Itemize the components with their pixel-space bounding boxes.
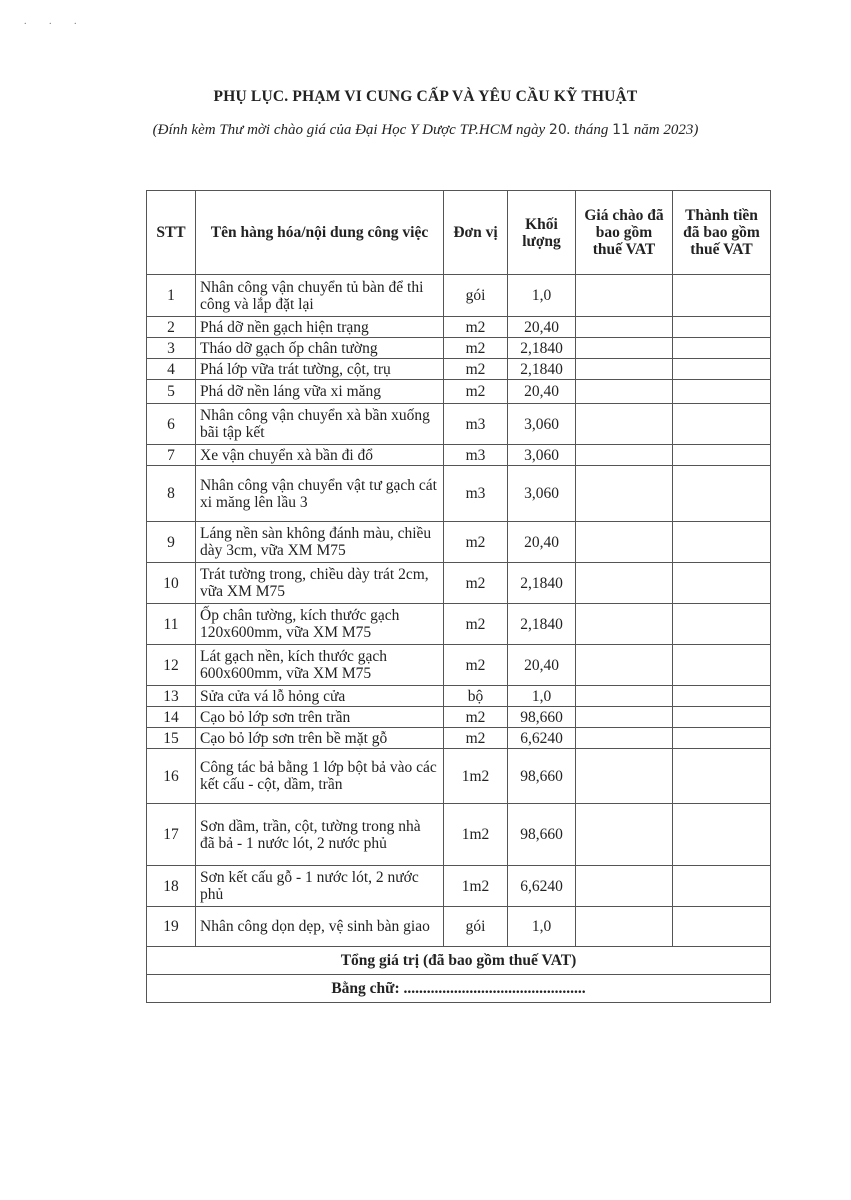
row-total (673, 380, 771, 404)
table-row (147, 686, 771, 707)
row-qty: 1,0 (508, 686, 576, 707)
table-row (147, 275, 771, 317)
row-qty: 3,060 (508, 445, 576, 466)
row-price (576, 563, 673, 604)
row-unit: m2 (444, 359, 508, 380)
row-price (576, 275, 673, 317)
table-row (147, 707, 771, 728)
row-qty: 2,1840 (508, 604, 576, 645)
row-unit: m3 (444, 445, 508, 466)
table-row (147, 359, 771, 380)
total-row (147, 947, 771, 975)
row-unit: m2 (444, 522, 508, 563)
row-total (673, 749, 771, 804)
table-row (147, 563, 771, 604)
table-row (147, 749, 771, 804)
row-unit: 1m2 (444, 866, 508, 907)
table-row (147, 338, 771, 359)
col-header-stt: STT (147, 191, 196, 275)
row-total (673, 445, 771, 466)
row-unit: m2 (444, 707, 508, 728)
row-price (576, 445, 673, 466)
row-price (576, 907, 673, 947)
scan-dots: . . . (24, 16, 87, 27)
row-unit: m2 (444, 317, 508, 338)
row-stt: 17 (147, 804, 196, 866)
row-total (673, 404, 771, 445)
row-price (576, 645, 673, 686)
row-name: Trát tường trong, chiều dày trát 2cm, vữa XM M75 (196, 563, 444, 604)
row-stt: 1 (147, 275, 196, 317)
row-name: Nhân công vận chuyển xà bần xuống bãi tập kết (196, 404, 444, 445)
row-qty: 1,0 (508, 907, 576, 947)
handwritten-month: 11 (612, 122, 630, 138)
row-qty: 6,6240 (508, 866, 576, 907)
row-total (673, 522, 771, 563)
row-qty: 20,40 (508, 380, 576, 404)
subtitle-year: năm 2023) (633, 122, 699, 138)
row-unit: m2 (444, 380, 508, 404)
row-stt: 15 (147, 728, 196, 749)
row-total (673, 275, 771, 317)
row-stt: 19 (147, 907, 196, 947)
row-stt: 10 (147, 563, 196, 604)
col-header-name: Tên hàng hóa/nội dung công việc (196, 191, 444, 275)
row-total (673, 563, 771, 604)
row-unit: m3 (444, 466, 508, 522)
row-name: Tháo dỡ gạch ốp chân tường (196, 338, 444, 359)
row-total (673, 728, 771, 749)
row-total (673, 338, 771, 359)
row-unit: m2 (444, 338, 508, 359)
row-qty: 6,6240 (508, 728, 576, 749)
row-stt: 6 (147, 404, 196, 445)
row-unit: gói (444, 275, 508, 317)
row-unit: m2 (444, 728, 508, 749)
row-unit: bộ (444, 686, 508, 707)
table-row (147, 728, 771, 749)
row-qty: 98,660 (508, 804, 576, 866)
table-row (147, 907, 771, 947)
row-qty: 2,1840 (508, 359, 576, 380)
row-name: Lát gạch nền, kích thước gạch 600x600mm, vữa XM M75 (196, 645, 444, 686)
row-price (576, 466, 673, 522)
row-price (576, 804, 673, 866)
row-name: Nhân công dọn dẹp, vệ sinh bàn giao (196, 907, 444, 947)
row-price (576, 404, 673, 445)
row-price (576, 380, 673, 404)
row-stt: 9 (147, 522, 196, 563)
row-name: Nhân công vận chuyển tủ bàn để thi công và lắp đặt lại (196, 275, 444, 317)
row-name: Cạo bỏ lớp sơn trên bề mặt gỗ (196, 728, 444, 749)
row-stt: 13 (147, 686, 196, 707)
row-price (576, 317, 673, 338)
row-unit: gói (444, 907, 508, 947)
row-stt: 14 (147, 707, 196, 728)
col-header-unit: Đơn vị (444, 191, 508, 275)
row-qty: 2,1840 (508, 563, 576, 604)
row-stt: 18 (147, 866, 196, 907)
handwritten-day: 20 (548, 122, 567, 138)
row-price (576, 866, 673, 907)
row-unit: m2 (444, 645, 508, 686)
row-name: Phá lớp vữa trát tường, cột, trụ (196, 359, 444, 380)
row-name: Cạo bỏ lớp sơn trên trần (196, 707, 444, 728)
words-label: Bằng chữ: ............................................... (147, 975, 771, 1003)
table-row (147, 522, 771, 563)
table-row (147, 317, 771, 338)
table-header-row (147, 191, 771, 275)
table-row (147, 380, 771, 404)
row-stt: 5 (147, 380, 196, 404)
row-total (673, 645, 771, 686)
row-qty: 3,060 (508, 404, 576, 445)
row-stt: 4 (147, 359, 196, 380)
row-price (576, 686, 673, 707)
row-unit: m2 (444, 563, 508, 604)
row-unit: 1m2 (444, 804, 508, 866)
row-total (673, 359, 771, 380)
row-unit: m3 (444, 404, 508, 445)
scope-table (146, 190, 771, 1003)
row-price (576, 728, 673, 749)
row-name: Ốp chân tường, kích thước gạch 120x600mm, vữa XM M75 (196, 604, 444, 645)
row-qty: 20,40 (508, 317, 576, 338)
row-name: Láng nền sàn không đánh màu, chiều dày 3cm, vữa XM M75 (196, 522, 444, 563)
row-name: Sơn dầm, trần, cột, tường trong nhà đã bả - 1 nước lót, 2 nước phủ (196, 804, 444, 866)
col-header-price: Giá chào đã bao gồm thuế VAT (576, 191, 673, 275)
table-row (147, 645, 771, 686)
row-stt: 2 (147, 317, 196, 338)
row-total (673, 707, 771, 728)
row-stt: 3 (147, 338, 196, 359)
row-price (576, 338, 673, 359)
row-name: Nhân công vận chuyển vật tư gạch cát xi măng lên lầu 3 (196, 466, 444, 522)
row-total (673, 804, 771, 866)
row-stt: 12 (147, 645, 196, 686)
row-price (576, 604, 673, 645)
page-subtitle (0, 122, 851, 139)
total-label: Tổng giá trị (đã bao gồm thuế VAT) (147, 947, 771, 975)
col-header-qty: Khối lượng (508, 191, 576, 275)
subtitle-prefix: (Đính kèm Thư mời chào giá của Đại Học Y Dược TP.HCM ngày (152, 122, 546, 138)
page-title: PHỤ LỤC. PHẠM VI CUNG CẤP VÀ YÊU CẦU KỸ THUẬT (213, 88, 638, 105)
row-qty: 98,660 (508, 749, 576, 804)
row-name: Công tác bả bằng 1 lớp bột bả vào các kết cấu - cột, dầm, trần (196, 749, 444, 804)
row-stt: 7 (147, 445, 196, 466)
row-total (673, 907, 771, 947)
row-name: Sơn kết cấu gỗ - 1 nước lót, 2 nước phủ (196, 866, 444, 907)
row-price (576, 522, 673, 563)
row-qty: 20,40 (508, 645, 576, 686)
row-stt: 16 (147, 749, 196, 804)
row-qty: 98,660 (508, 707, 576, 728)
col-header-total: Thành tiền đã bao gồm thuế VAT (673, 191, 771, 275)
row-qty: 20,40 (508, 522, 576, 563)
table-row (147, 404, 771, 445)
row-name: Xe vận chuyển xà bần đi đổ (196, 445, 444, 466)
row-name: Phá dỡ nền gạch hiện trạng (196, 317, 444, 338)
subtitle-month-label: . tháng (566, 122, 609, 138)
row-total (673, 466, 771, 522)
row-total (673, 866, 771, 907)
row-stt: 8 (147, 466, 196, 522)
words-row (147, 975, 771, 1003)
row-name: Sửa cửa vá lỗ hỏng cửa (196, 686, 444, 707)
table-row (147, 804, 771, 866)
row-qty: 3,060 (508, 466, 576, 522)
row-qty: 2,1840 (508, 338, 576, 359)
row-total (673, 686, 771, 707)
row-price (576, 749, 673, 804)
table-row (147, 866, 771, 907)
row-unit: 1m2 (444, 749, 508, 804)
row-price (576, 359, 673, 380)
row-price (576, 707, 673, 728)
table-row (147, 445, 771, 466)
table-row (147, 466, 771, 522)
table-row (147, 604, 771, 645)
row-name: Phá dỡ nền láng vữa xi măng (196, 380, 444, 404)
row-unit: m2 (444, 604, 508, 645)
row-qty: 1,0 (508, 275, 576, 317)
row-total (673, 317, 771, 338)
row-total (673, 604, 771, 645)
row-stt: 11 (147, 604, 196, 645)
